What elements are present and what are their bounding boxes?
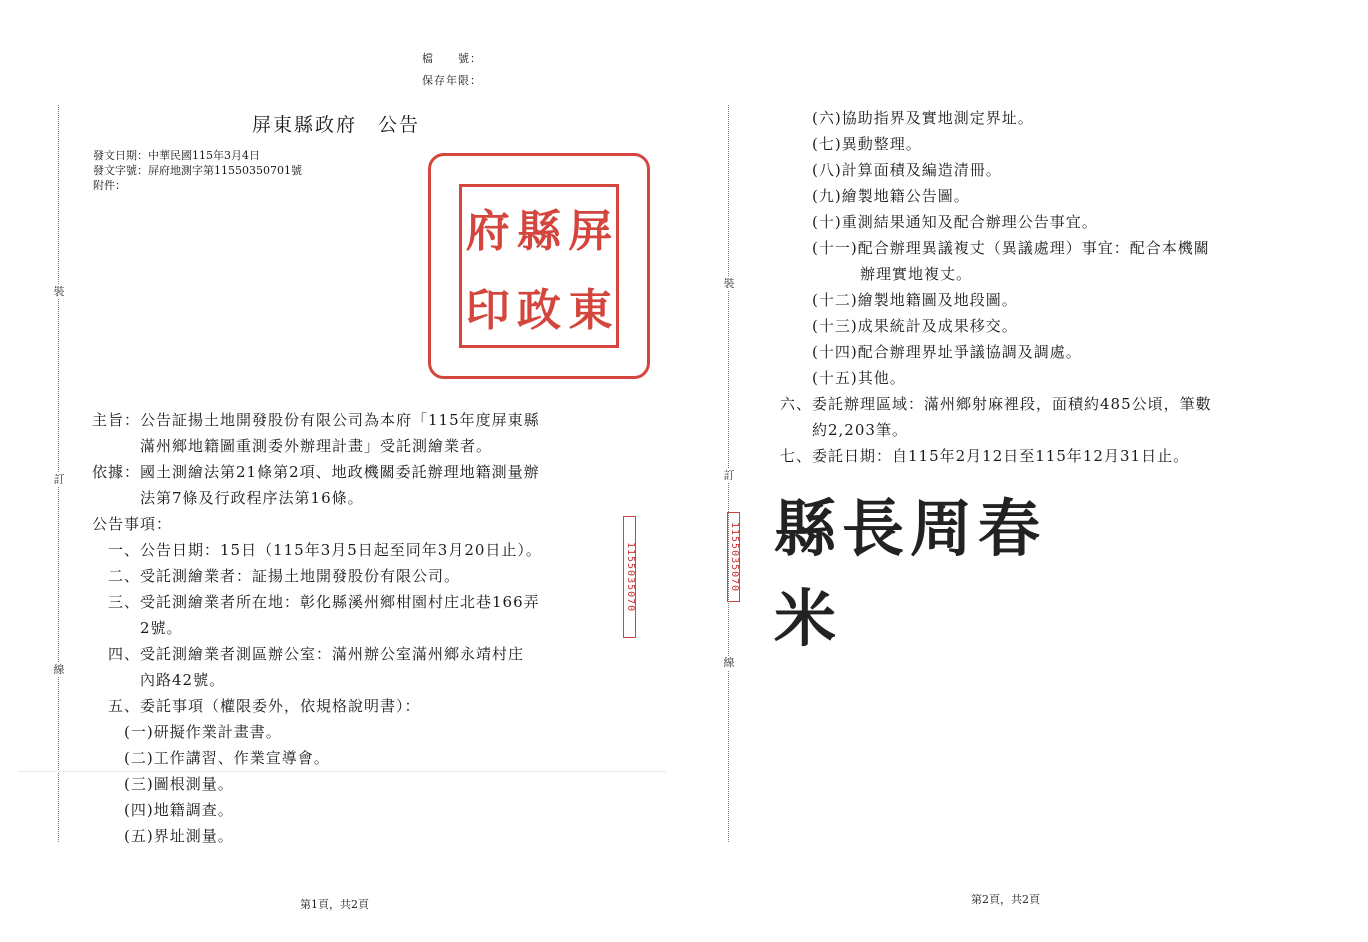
filing-number-label: 檔 號： — [422, 52, 482, 65]
filing-info — [422, 48, 482, 92]
binding-label-zhuang: 裝 — [721, 277, 737, 291]
body-line: (十一)配合辦理異議複丈（異議處理）事宜：配合本機關 — [780, 239, 1210, 257]
receipt-number-stamp: 1155035070 — [727, 512, 740, 602]
announcement-body-continued — [780, 105, 1212, 469]
seal-char: 東 — [568, 284, 613, 336]
official-seal — [428, 153, 650, 379]
body-line: (二)工作講習、作業宣導會。 — [92, 749, 330, 767]
page-footer: 第2頁，共2頁 — [971, 893, 1040, 906]
body-line: 七、委託日期：自115年2月12日至115年12月31日止。 — [780, 447, 1190, 465]
body-line: 五、委託事項（權限委外，依規格說明書）： — [92, 697, 421, 715]
body-line: (四)地籍調查。 — [92, 801, 234, 819]
body-line: 公告事項： — [92, 515, 173, 533]
body-line: (十三)成果統計及成果移交。 — [780, 317, 1018, 335]
binding-label-xian: 線 — [721, 656, 737, 670]
document-number: 發文字號：屏府地測字第11550350701號 — [93, 164, 302, 177]
body-line: (十二)繪製地籍圖及地段圖。 — [780, 291, 1018, 309]
scan-artifact-line — [18, 771, 666, 772]
body-line: (三)圖根測量。 — [92, 775, 234, 793]
magistrate-signature: 縣長周春米 — [774, 492, 1047, 655]
binding-label-zhuang: 裝 — [51, 285, 67, 299]
issue-date: 發文日期：中華民國115年3月4日 — [93, 149, 260, 162]
body-line: 辦理實地複丈。 — [780, 265, 973, 283]
binding-label-ding: 訂 — [51, 473, 67, 487]
document-meta — [93, 148, 302, 193]
page-2 — [684, 0, 1368, 942]
receipt-number-stamp: 1155035070 — [623, 516, 636, 638]
body-line: 四、受託測繪業者測區辦公室：滿州辦公室滿州鄉永靖村庄 — [92, 645, 525, 663]
body-line: 法第7條及行政程序法第16條。 — [92, 489, 364, 507]
body-line: (七)異動整理。 — [780, 135, 922, 153]
page-footer: 第1頁，共2頁 — [300, 898, 369, 911]
body-line: (一)研擬作業計畫書。 — [92, 723, 282, 741]
body-line: 2號。 — [92, 619, 183, 637]
seal-char: 屏 — [568, 205, 613, 257]
body-line: 六、委託辦理區域：滿州鄉射麻裡段，面積約485公頃，筆數 — [780, 395, 1212, 413]
body-line: 內路42號。 — [92, 671, 226, 689]
body-line: 三、受託測繪業者所在地：彰化縣溪州鄉柑園村庄北巷166弄 — [92, 593, 540, 611]
retention-period-label: 保存年限： — [422, 74, 482, 87]
body-line: 滿州鄉地籍圖重測委外辦理計畫」受託測繪業者。 — [92, 437, 493, 455]
body-line: 主旨：公告証揚土地開發股份有限公司為本府「115年度屏東縣 — [92, 411, 540, 429]
binding-line — [723, 105, 742, 842]
seal-char: 府 — [465, 205, 510, 257]
attachment-label: 附件： — [93, 179, 126, 192]
body-line: (八)計算面積及編造清冊。 — [780, 161, 1002, 179]
body-line: (五)界址測量。 — [92, 827, 234, 845]
body-line: 依據：國土測繪法第21條第2項、地政機關委託辦理地籍測量辦 — [92, 463, 540, 481]
body-line: (十四)配合辦理界址爭議協調及調處。 — [780, 343, 1082, 361]
binding-line — [53, 105, 72, 842]
body-line: (九)繪製地籍公告圖。 — [780, 187, 970, 205]
binding-label-ding: 訂 — [721, 469, 737, 483]
body-line: (六)協助指界及實地測定界址。 — [780, 109, 1034, 127]
announcement-body — [92, 407, 542, 849]
body-line: 一、公告日期：15日（115年3月5日起至同年3月20日止）。 — [92, 541, 542, 559]
document-title: 屏東縣政府 公告 — [252, 114, 421, 136]
seal-char: 政 — [517, 284, 562, 336]
seal-char: 縣 — [517, 205, 562, 257]
body-line: 二、受託測繪業者：証揚土地開發股份有限公司。 — [92, 567, 461, 585]
body-line: 約2,203筆。 — [780, 421, 908, 439]
binding-label-xian: 線 — [51, 663, 67, 677]
body-line: (十)重測結果通知及配合辦理公告事宜。 — [780, 213, 1098, 231]
seal-char: 印 — [465, 284, 510, 336]
body-line: (十五)其他。 — [780, 369, 906, 387]
